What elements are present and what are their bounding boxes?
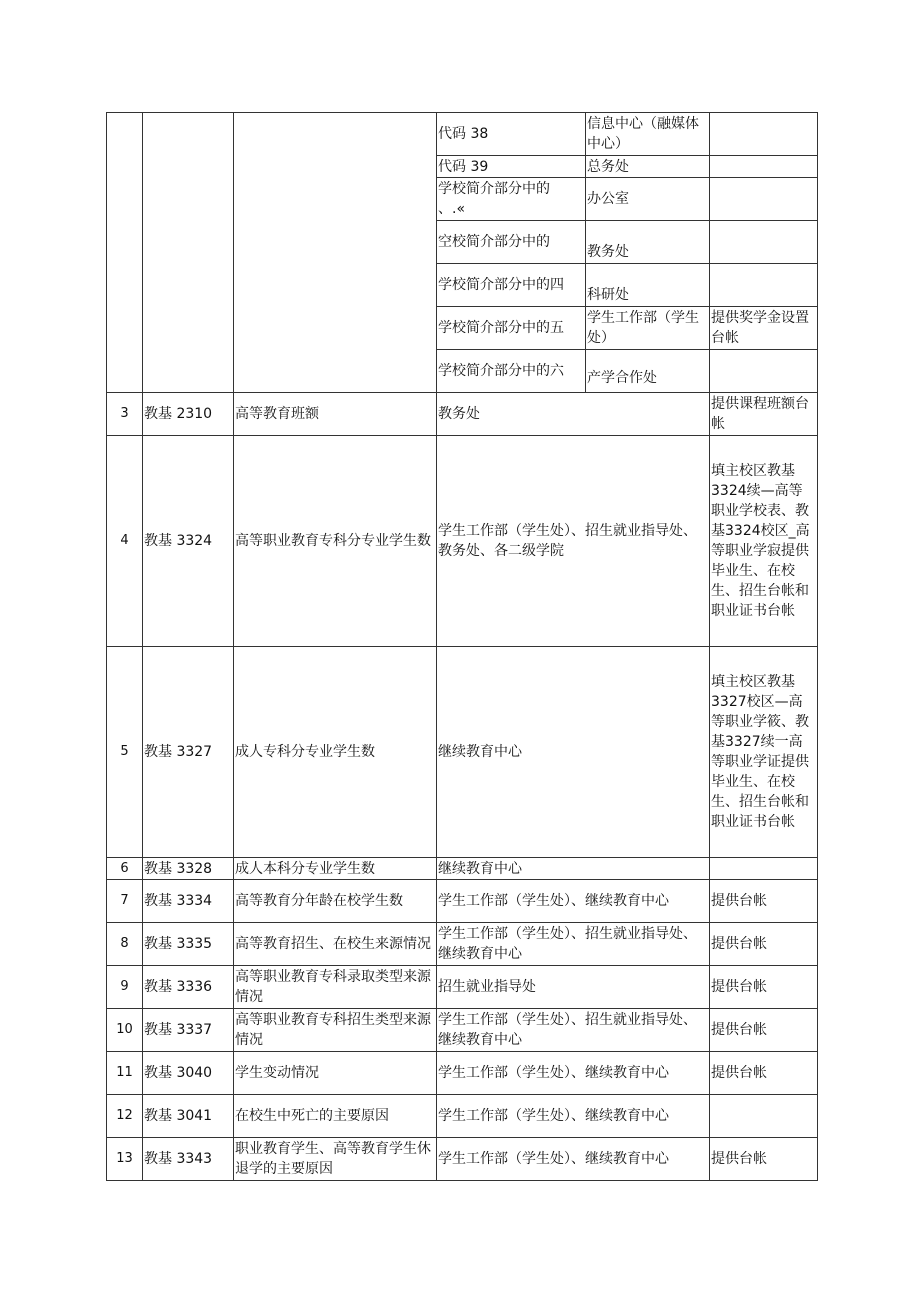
cell-dept: 教务处 [437, 393, 710, 436]
cell-item: 代码 39 [437, 156, 586, 178]
table-row [107, 647, 818, 858]
cell-item: 学校简介部分中的四 [437, 264, 586, 307]
cell-name: 高等职业教育专科招生类型来源情况 [234, 1009, 437, 1052]
table-row [107, 966, 818, 1009]
cell-dept: 学生工作部（学生处）、继续教育中心 [437, 1138, 710, 1181]
cell-dept: 科研处 [586, 264, 710, 307]
cell-no: 4 [107, 436, 143, 647]
cell-dept: 学生工作部（学生处）、招生就业指导处、教务处、各二级学院 [437, 436, 710, 647]
cell-no: 13 [107, 1138, 143, 1181]
cell-dept: 学生工作部（学生处）、招生就业指导处、继续教育中心 [437, 1009, 710, 1052]
cell-code: 教基 2310 [143, 393, 234, 436]
cell-no: 10 [107, 1009, 143, 1052]
cell-dept: 继续教育中心 [437, 647, 710, 858]
cell-code: 教基 3337 [143, 1009, 234, 1052]
cell-name-empty [234, 113, 437, 393]
cell-code: 教基 3335 [143, 923, 234, 966]
cell-no: 12 [107, 1095, 143, 1138]
cell-name: 高等职业教育专科录取类型来源情况 [234, 966, 437, 1009]
cell-code: 教基 3336 [143, 966, 234, 1009]
table-row [107, 1052, 818, 1095]
cell-name: 高等教育班额 [234, 393, 437, 436]
cell-note: 提供台帐 [710, 880, 818, 923]
cell-item: 空校简介部分中的 [437, 221, 586, 264]
cell-note [710, 178, 818, 221]
cell-note: 提供台帐 [710, 1009, 818, 1052]
cell-code: 教基 3040 [143, 1052, 234, 1095]
cell-dept: 办公室 [586, 178, 710, 221]
cell-no: 8 [107, 923, 143, 966]
cell-note: 提供台帐 [710, 923, 818, 966]
table-row [107, 880, 818, 923]
table-row [107, 113, 818, 156]
cell-dept: 信息中心（融媒体中心） [586, 113, 710, 156]
cell-no: 5 [107, 647, 143, 858]
cell-dept: 学生工作部（学生处）、继续教育中心 [437, 880, 710, 923]
table-row [107, 858, 818, 880]
table-row [107, 1095, 818, 1138]
cell-no: 6 [107, 858, 143, 880]
cell-item: 学校简介部分中的六 [437, 350, 586, 393]
table-row [107, 1009, 818, 1052]
cell-code-empty [143, 113, 234, 393]
cell-name: 高等教育分年龄在校学生数 [234, 880, 437, 923]
cell-dept: 学生工作部（学生处）、继续教育中心 [437, 1052, 710, 1095]
cell-code: 教基 3041 [143, 1095, 234, 1138]
cell-no-empty [107, 113, 143, 393]
cell-code: 教基 3324 [143, 436, 234, 647]
cell-item: 代码 38 [437, 113, 586, 156]
cell-dept: 总务处 [586, 156, 710, 178]
table-row [107, 436, 818, 647]
cell-dept: 学生工作部（学生处）、继续教育中心 [437, 1095, 710, 1138]
cell-note: 提供台帐 [710, 966, 818, 1009]
cell-no: 9 [107, 966, 143, 1009]
table-row [107, 1138, 818, 1181]
cell-note: 提供台帐 [710, 1052, 818, 1095]
cell-note [710, 113, 818, 156]
cell-note: 提供课程班额台帐 [710, 393, 818, 436]
cell-name: 成人专科分专业学生数 [234, 647, 437, 858]
cell-name: 成人本科分专业学生数 [234, 858, 437, 880]
cell-dept: 招生就业指导处 [437, 966, 710, 1009]
cell-item: 学校简介部分中的 、.« [437, 178, 586, 221]
cell-no: 3 [107, 393, 143, 436]
cell-dept: 学生工作部（学生处）、招生就业指导处、继续教育中心 [437, 923, 710, 966]
statistics-task-table [106, 112, 818, 1181]
cell-note [710, 221, 818, 264]
cell-note [710, 858, 818, 880]
cell-code: 教基 3327 [143, 647, 234, 858]
cell-note: 提供台帐 [710, 1138, 818, 1181]
cell-dept: 继续教育中心 [437, 858, 710, 880]
cell-item: 学校简介部分中的五 [437, 307, 586, 350]
cell-code: 教基 3334 [143, 880, 234, 923]
cell-note: 填主校区教基3324续—高等职业学校表、教基3324校区_高等职业学寂提供毕业生、在校生、招生台帐和职业证书台帐 [710, 436, 818, 647]
cell-no: 11 [107, 1052, 143, 1095]
cell-name: 高等教育招生、在校生来源情况 [234, 923, 437, 966]
cell-code: 教基 3343 [143, 1138, 234, 1181]
table-row [107, 923, 818, 966]
cell-dept: 产学合作处 [586, 350, 710, 393]
cell-code: 教基 3328 [143, 858, 234, 880]
cell-note: 填主校区教基3327校区—高等职业学筱、教基3327续一高等职业学证提供毕业生、在校生、招生台帐和职业证书台帐 [710, 647, 818, 858]
cell-dept: 学生工作部（学生处） [586, 307, 710, 350]
cell-name: 高等职业教育专科分专业学生数 [234, 436, 437, 647]
cell-note [710, 156, 818, 178]
cell-name: 职业教育学生、高等教育学生休退学的主要原因 [234, 1138, 437, 1181]
cell-note [710, 264, 818, 307]
cell-name: 在校生中死亡的主要原因 [234, 1095, 437, 1138]
cell-no: 7 [107, 880, 143, 923]
cell-dept: 教务处 [586, 221, 710, 264]
cell-note [710, 1095, 818, 1138]
cell-note [710, 350, 818, 393]
table-row [107, 393, 818, 436]
cell-note: 提供奖学金设置台帐 [710, 307, 818, 350]
cell-name: 学生变动情况 [234, 1052, 437, 1095]
